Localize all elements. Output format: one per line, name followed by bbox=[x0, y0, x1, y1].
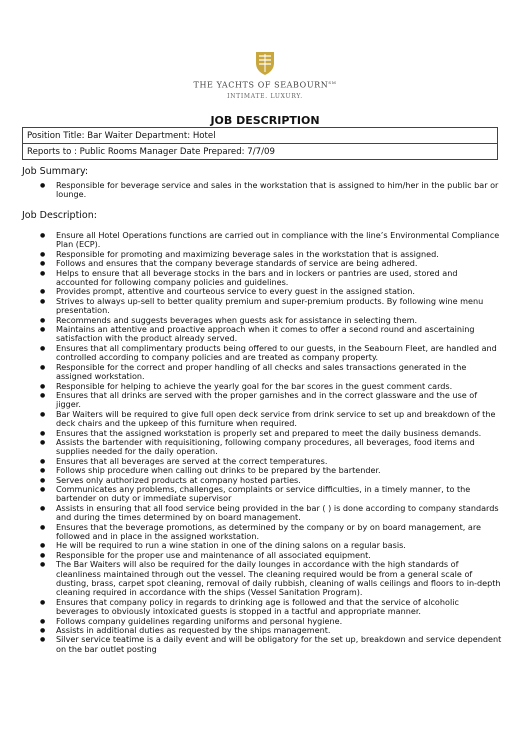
list-item: ● Bar Waiters will be required to give full open deck service from drink service to set up and breakdown of the deck chairs and the upkeep of this furniture when required. bbox=[40, 410, 502, 429]
job-summary-list bbox=[40, 181, 500, 200]
list-item: ● Assists the bartender with requisitioning, following company procedures, all beverages, food items and supplies needed for the daily operation. bbox=[40, 438, 502, 457]
list-item: ● Strives to always up-sell to better quality premium and super-premium products. By following wine menu presentation. bbox=[40, 297, 502, 316]
list-item: ● Assists in additional duties as requested by the ships management. bbox=[40, 626, 502, 635]
list-item: ● Ensures that all drinks are served with the proper garnishes and in the correct glassware and the use of jigger. bbox=[40, 391, 502, 410]
seabourn-crest-icon bbox=[254, 50, 276, 76]
brand-name: THE YACHTS OF SEABOURN℠ bbox=[193, 80, 337, 90]
list-item: ● Follows and ensures that the company beverage standards of service are being adhered. bbox=[40, 259, 502, 268]
list-item: ● Ensures that all beverages are served at the correct temperatures. bbox=[40, 457, 502, 466]
list-item: ● Responsible for the correct and proper handling of all checks and sales transactions generated in the assigned workstation. bbox=[40, 363, 502, 382]
list-item: ● Communicates any problems, challenges, complaints or service difficulties, in a timely manner, to the bartender on duty or immediate supervisor bbox=[40, 485, 502, 504]
document-title: JOB DESCRIPTION bbox=[210, 114, 320, 127]
list-item: ● The Bar Waiters will also be required for the daily lounges in accordance with the high standards of cleanliness maintained through out the vessel. The cleaning required would be from a general scale of dusting, brass, carpet spot cleaning, removal of daily rubbish, cleaning of walls ceilings and floors to in-depth cleaning required in accordance with the ships (Vessel Sanitation Program). bbox=[40, 560, 502, 598]
list-item: ● Helps to ensure that all beverage stocks in the bars and in lockers or pantries are used, stored and accounted for following company policies and guidelines. bbox=[40, 269, 502, 288]
list-item: ● He will be required to run a wine station in one of the dining salons on a regular basis. bbox=[40, 541, 502, 550]
list-item: ● Follows ship procedure when calling out drinks to be prepared by the bartender. bbox=[40, 466, 502, 475]
reports-row bbox=[23, 144, 498, 160]
job-description-heading: Job Description: bbox=[22, 210, 97, 221]
list-item: ● Ensures that all complimentary products being offered to our guests, in the Seabourn Fleet, are handled and controlled according to company policies and are treated as company property. bbox=[40, 344, 502, 363]
list-item: ● Provides prompt, attentive and courteous service to every guest in the assigned station. bbox=[40, 287, 502, 296]
list-item: ● Follows company guidelines regarding uniforms and personal hygiene. bbox=[40, 617, 502, 626]
list-item: ● Silver service teatime is a daily event and will be obligatory for the set up, breakdown and service dependent on the bar outlet posting bbox=[40, 635, 502, 654]
list-item: ● Ensure all Hotel Operations functions are carried out in compliance with the line’s Environmental Compliance Plan (ECP). bbox=[40, 231, 502, 250]
list-item: ● Responsible for the proper use and maintenance of all associated equipment. bbox=[40, 551, 502, 560]
job-description-list bbox=[40, 231, 502, 654]
list-item: ● Assists in ensuring that all food service being provided in the bar ( ) is done according to company standards and during the times determined by on board management. bbox=[40, 504, 502, 523]
list-item: ● Responsible for promoting and maximizing beverage sales in the workstation that is assigned. bbox=[40, 250, 502, 259]
company-logo bbox=[0, 50, 530, 100]
position-info-table bbox=[22, 127, 498, 160]
list-item: ● Ensures that the beverage promotions, as determined by the company or by on board management, are followed and in place in the assigned workstation. bbox=[40, 523, 502, 542]
list-item: ● Responsible for helping to achieve the yearly goal for the bar scores in the guest comment cards. bbox=[40, 382, 502, 391]
job-summary-heading: Job Summary: bbox=[22, 166, 89, 177]
list-item: ● Maintains an attentive and proactive approach when it comes to offer a second round and ascertaining satisfaction with the product already served. bbox=[40, 325, 502, 344]
list-item: ● Responsible for beverage service and sales in the workstation that is assigned to him/her in the public bar or lounge. bbox=[40, 181, 500, 200]
list-item: ● Ensures that company policy in regards to drinking age is followed and that the service of alcoholic beverages to obviously intoxicated guests is stopped in a tactful and appropriate manner. bbox=[40, 598, 502, 617]
brand-tagline: INTIMATE. LUXURY. bbox=[227, 92, 303, 100]
list-item: ● Recommends and suggests beverages when guests ask for assistance in selecting them. bbox=[40, 316, 502, 325]
position-row bbox=[23, 128, 498, 144]
list-item: ● Ensures that the assigned workstation is properly set and prepared to meet the daily business demands. bbox=[40, 429, 502, 438]
reports-to-cell: Reports to : Public Rooms Manager Date Prepared: 7/7/09 bbox=[23, 144, 498, 160]
list-item: ● Serves only authorized products at company hosted parties. bbox=[40, 476, 502, 485]
position-title-cell: Position Title: Bar Waiter Department: Hotel bbox=[23, 128, 498, 144]
